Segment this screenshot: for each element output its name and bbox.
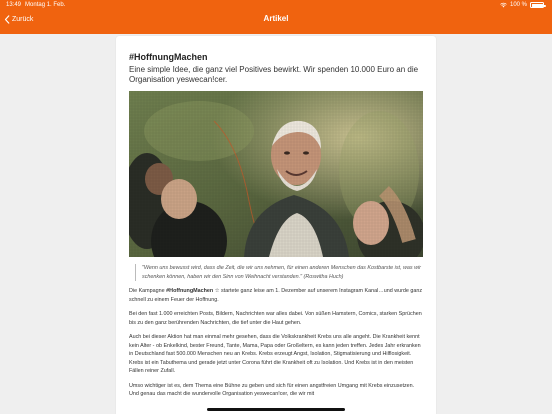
status-bar-left — [6, 1, 65, 9]
article-paragraph-1-lead: Die Kampagne — [129, 288, 167, 294]
article-quote: "Wenn uns bewusst wird, dass die Zeit, die wir uns nehmen, für einen anderen Menschen das Kostbarste ist, was wir schenken können, haben wir den Sinn von Weihnacht verstanden." (Roswitha Huch) — [135, 264, 423, 281]
battery-percentage: 100 % — [509, 2, 527, 8]
app-header — [0, 0, 552, 34]
article-paragraph-2: Bei den fast 1.000 erreichten Posts, Bildern, Nachrichten war alles dabei. Von süßen Hamstern, Comics, starken Sprüchen bis zu den ganz berührenden Nachrichten, die tief unter die Haut gehen. — [129, 311, 422, 326]
back-button-label: Zurück — [12, 15, 34, 23]
status-time: 13:49 — [6, 2, 22, 8]
article-photo — [129, 91, 423, 257]
status-date: Montag 1. Feb. — [25, 2, 66, 8]
battery-icon — [530, 2, 544, 8]
home-indicator[interactable] — [207, 408, 345, 411]
status-bar-right — [500, 1, 544, 9]
article-subtitle: Eine simple Idee, die ganz viel Positives bewirkt. Wir spenden 10.000 Euro an die Organisation yeswecan!cer. — [129, 65, 419, 84]
article-paragraph-3: Auch bei dieser Aktion hat man einmal mehr gesehen, dass die Volkskrankheit Krebs uns alle angeht. Die Krankheit kennt kein Alter - ob Enkelkind, bester Freund, Tante, Mama, Papa oder Großeltern, es kann jeden treffen. Jedes Jahr erkranken in Deutschland fast 500.000 Menschen neu an Krebs. Krebs erzeugt Angst, Isolation, Stigmatisierung und Hilflosigkeit. Krebs ist ein Tabuthema und gerade jetzt unter Corona führt die Krankheit oft zu Isolation. Und Krebs ist in den meisten Fällen reiner Zufall. — [129, 334, 421, 374]
article-content — [129, 51, 423, 399]
article-headline: #HoffnungMachen — [129, 52, 208, 62]
wifi-icon — [500, 2, 507, 8]
article-card — [116, 36, 436, 414]
article-paragraph-1 — [129, 287, 423, 304]
article-paragraph-4: Umso wichtiger ist es, dem Thema eine Bühne zu geben und sich für einen angstfreien Umgang mit Krebs einzusetzen. Und genau das macht die wundervolle Organisation yeswecan!cer, die wir mit — [129, 382, 415, 397]
article-paragraph-1-rest: ☆ startete ganz leise am 1. Dezember auf unserem Instagram Kanal…und wurde ganz schnell zu einem Feuer der Hoffnung. — [129, 288, 423, 303]
battery-level-fill — [532, 4, 543, 7]
page-title: Artikel — [263, 14, 289, 23]
campaign-hashtag: #HoffnungMachen — [166, 288, 214, 294]
article-photo-illustration — [129, 91, 423, 257]
